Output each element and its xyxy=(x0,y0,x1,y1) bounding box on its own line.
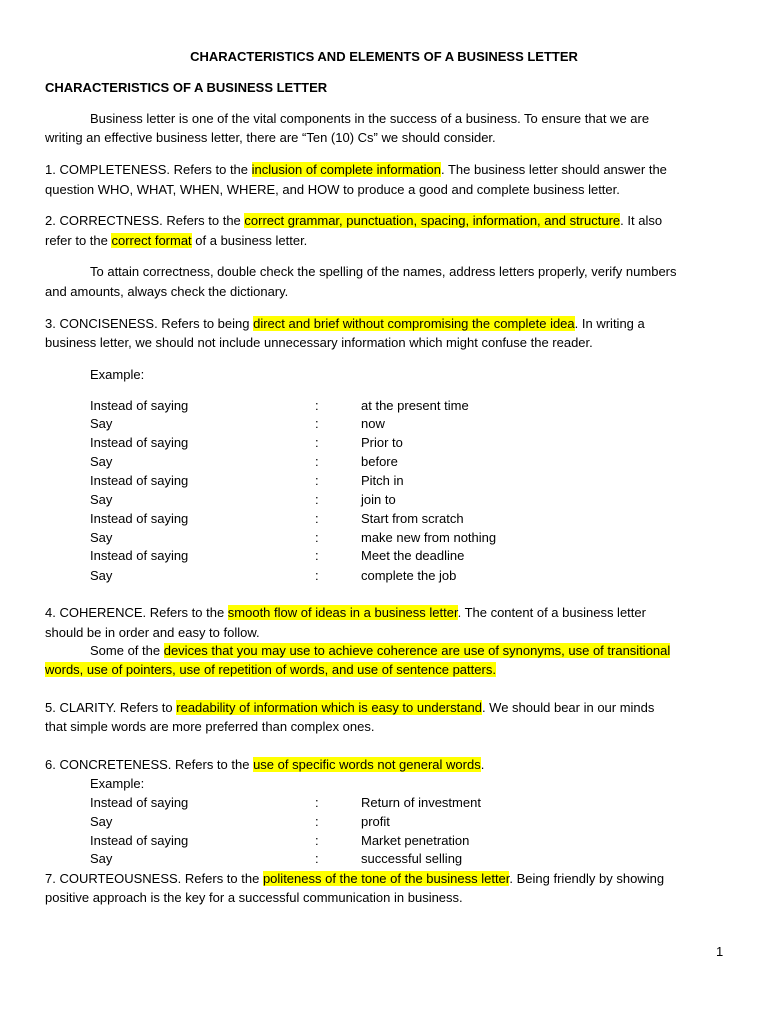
correctness-line-2 xyxy=(45,231,307,250)
example-term: Instead of saying xyxy=(90,511,189,526)
example-value: Pitch in xyxy=(361,473,404,488)
example-term: Say xyxy=(90,416,113,431)
example-row xyxy=(90,812,390,831)
correctness-highlight: correct grammar, punctuation, spacing, information, and structure xyxy=(244,213,621,228)
example-term: Instead of saying xyxy=(90,795,189,810)
conciseness-line-1 xyxy=(45,314,645,333)
example-separator: : xyxy=(315,530,319,545)
example-term: Say xyxy=(90,814,113,829)
example-value: profit xyxy=(361,814,390,829)
clarity-prefix: 5. CLARITY. Refers to xyxy=(45,700,177,715)
example-row xyxy=(90,490,396,509)
concreteness-line-1 xyxy=(45,755,484,774)
correctness-format-highlight: correct format xyxy=(111,233,192,248)
page-number: 1 xyxy=(716,944,724,959)
section-heading: CHARACTERISTICS OF A BUSINESS LETTER xyxy=(45,80,328,95)
coherence-line-2: should be in order and easy to follow. xyxy=(45,625,260,640)
correctness-line2-suffix: of a business letter. xyxy=(191,233,308,248)
example-separator: : xyxy=(315,454,319,469)
example-row xyxy=(90,509,464,528)
example-row xyxy=(90,471,404,490)
completeness-prefix: 1. COMPLETENESS. Refers to the xyxy=(45,162,252,177)
example-separator: : xyxy=(315,568,319,583)
example-value: join to xyxy=(361,492,396,507)
example-separator: : xyxy=(315,833,319,848)
correctness-line2-prefix: refer to the xyxy=(45,233,112,248)
example-value: Prior to xyxy=(361,435,403,450)
coherence-devices-highlight: devices that you may use to achieve coherence are use of synonyms, use of transitional xyxy=(163,643,671,658)
example-separator: : xyxy=(315,473,319,488)
correctness-para2-line-1: To attain correctness, double check the spelling of the names, address letters properly, verify numbers xyxy=(90,264,677,279)
example-term: Say xyxy=(90,530,113,545)
clarity-line-1 xyxy=(45,698,654,717)
example-value: Return of investment xyxy=(361,795,481,810)
correctness-line-1 xyxy=(45,211,662,230)
example-separator: : xyxy=(315,814,319,829)
example-row xyxy=(90,414,385,433)
intro-line-2: writing an effective business letter, there are “Ten (10) Cs” we should consider. xyxy=(45,130,496,145)
example-value: before xyxy=(361,454,398,469)
example-row xyxy=(90,546,465,565)
conciseness-prefix: 3. CONCISENESS. Refers to being xyxy=(45,316,254,331)
example-term: Instead of saying xyxy=(90,833,189,848)
intro-line-1: Business letter is one of the vital components in the success of a business. To ensure that we are xyxy=(90,111,650,126)
completeness-line-2: question WHO, WHAT, WHEN, WHERE, and HOW to produce a good and complete business letter. xyxy=(45,182,620,197)
example-row xyxy=(90,793,481,812)
document-title: CHARACTERISTICS AND ELEMENTS OF A BUSINESS LETTER xyxy=(190,49,578,64)
example-value: successful selling xyxy=(361,851,463,866)
example-separator: : xyxy=(315,548,319,563)
example-separator: : xyxy=(315,511,319,526)
example-term: Say xyxy=(90,454,113,469)
conciseness-example-label: Example: xyxy=(90,367,145,382)
example-term: Instead of saying xyxy=(90,435,189,450)
example-row xyxy=(90,849,463,868)
example-value: make new from nothing xyxy=(361,530,497,545)
example-separator: : xyxy=(315,492,319,507)
example-row xyxy=(90,433,403,452)
conciseness-suffix: . In writing a xyxy=(574,316,645,331)
example-row xyxy=(90,452,398,471)
coherence-devices-prefix: Some of the xyxy=(90,643,164,658)
example-separator: : xyxy=(315,398,319,413)
concreteness-highlight: use of specific words not general words xyxy=(253,757,481,772)
example-row xyxy=(90,528,497,547)
conciseness-line-2: business letter, we should not include unnecessary information which might confuse the reader. xyxy=(45,335,593,350)
clarity-line-2: that simple words are more preferred than complex ones. xyxy=(45,719,375,734)
clarity-highlight: readability of information which is easy to understand xyxy=(176,700,482,715)
example-term: Say xyxy=(90,492,113,507)
example-value: now xyxy=(361,416,385,431)
coherence-suffix: . The content of a business letter xyxy=(457,605,646,620)
concreteness-suffix: . xyxy=(480,757,485,772)
example-term: Say xyxy=(90,851,113,866)
example-term: Instead of saying xyxy=(90,398,189,413)
example-row xyxy=(90,831,470,850)
example-separator: : xyxy=(315,416,319,431)
example-separator: : xyxy=(315,435,319,450)
example-term: Say xyxy=(90,568,113,583)
concreteness-prefix: 6. CONCRETENESS. Refers to the xyxy=(45,757,254,772)
conciseness-highlight: direct and brief without compromising the complete idea xyxy=(253,316,575,331)
example-row xyxy=(90,396,469,415)
courteousness-prefix: 7. COURTEOUSNESS. Refers to the xyxy=(45,871,263,886)
example-value: complete the job xyxy=(361,568,457,583)
concreteness-example-label: Example: xyxy=(90,776,145,791)
courteousness-line-1 xyxy=(45,869,664,888)
coherence-line-1 xyxy=(45,603,646,622)
example-separator: : xyxy=(315,851,319,866)
example-value: Market penetration xyxy=(361,833,470,848)
correctness-suffix: . It also xyxy=(620,213,663,228)
coherence-highlight: smooth flow of ideas in a business letter xyxy=(227,605,458,620)
courteousness-line-2: positive approach is the key for a successful communication in business. xyxy=(45,890,463,905)
example-value: Meet the deadline xyxy=(361,548,465,563)
coherence-devices-highlight-cont: words, use of pointers, use of repetition of words, and use of sentence patters. xyxy=(45,662,496,677)
example-row xyxy=(90,566,457,585)
coherence-line-3 xyxy=(90,641,670,660)
clarity-suffix: . We should bear in our minds xyxy=(481,700,655,715)
correctness-prefix: 2. CORRECTNESS. Refers to the xyxy=(45,213,245,228)
completeness-highlight: inclusion of complete information xyxy=(251,162,441,177)
example-term: Instead of saying xyxy=(90,548,189,563)
example-separator: : xyxy=(315,795,319,810)
completeness-line-1 xyxy=(45,160,667,179)
example-value: at the present time xyxy=(361,398,469,413)
example-term: Instead of saying xyxy=(90,473,189,488)
correctness-para2-line-2: and amounts, always check the dictionary. xyxy=(45,284,289,299)
courteousness-highlight: politeness of the tone of the business letter xyxy=(262,871,510,886)
coherence-line-4 xyxy=(45,660,496,679)
example-value: Start from scratch xyxy=(361,511,464,526)
courteousness-suffix: . Being friendly by showing xyxy=(509,871,665,886)
coherence-prefix: 4. COHERENCE. Refers to the xyxy=(45,605,228,620)
completeness-suffix: . The business letter should answer the xyxy=(440,162,667,177)
